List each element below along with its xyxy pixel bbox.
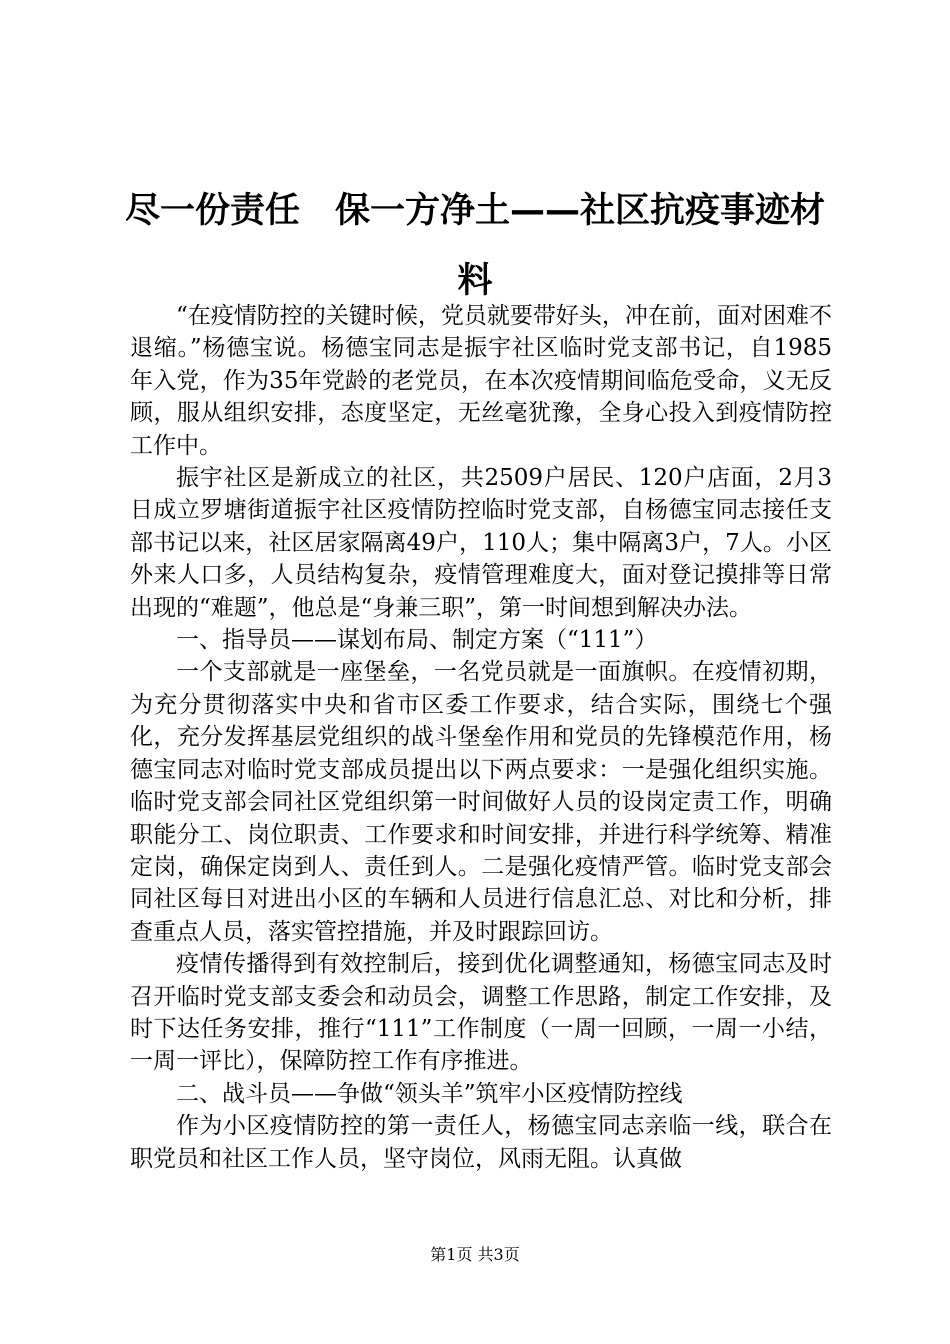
paragraph-community-overview: 振宇社区是新成立的社区，共2509户居民、120户店面，2月3日成立罗塘街道振宇社区疫情防控临时党支部，自杨德宝同志接任支部书记以来，社区居家隔离49户，110人；集中隔离3户，7人。小区外来人口多，人员结构复杂，疫情管理难度大，面对登记摸排等日常出现的“难题”，他总是“身兼三职”，第一时间想到解决办法。: [130, 465, 832, 621]
document-title: 尽一份责任 保一方净土——社区抗疫事迹材料: [124, 191, 825, 301]
section-heading-instructor: 一、指导员——谋划布局、制定方案（“111”）: [176, 627, 658, 654]
document-body: [130, 300, 832, 1175]
paragraph-111-system: 疫情传播得到有效控制后，接到优化调整通知，杨德宝同志及时召开临时党支部支委会和动员会，调整工作思路，制定工作安排，及时下达任务安排，推行“111”工作制度（一周一回顾，一周一小结，一周一评比），保障防控工作有序推进。: [130, 951, 832, 1075]
section-heading-fighter: 二、战斗员——争做“领头羊”筑牢小区疫情防控线: [176, 1080, 683, 1107]
paragraph-frontline: 作为小区疫情防控的第一责任人，杨德宝同志亲临一线，联合在职党员和社区工作人员，坚守岗位，风雨无阻。认真做: [130, 1113, 832, 1172]
paragraph-intro-quote: “在疫情防控的关键时候，党员就要带好头，冲在前，面对困难不退缩。”杨德宝说。杨德宝同志是振宇社区临时党支部书记，自1985年入党，作为35年党龄的老党员，在本次疫情期间临危受命，义无反顾，服从组织安排，态度坚定，无丝毫犹豫，全身心投入到疫情防控工作中。: [130, 303, 832, 459]
page-number-footer: 第1页 共3页: [430, 1245, 520, 1264]
paragraph-branch-fortress: 一个支部就是一座堡垒，一名党员就是一面旗帜。在疫情初期，为充分贯彻落实中央和省市区委工作要求，结合实际，围绕七个强化，充分发挥基层党组织的战斗堡垒作用和党员的先锋模范作用，杨德宝同志对临时党支部成员提出以下两点要求：一是强化组织实施。临时党支部会同社区党组织第一时间做好人员的设岗定责工作，明确职能分工、岗位职责、工作要求和时间安排，并进行科学统筹、精准定岗，确保定岗到人、责任到人。二是强化疫情严管。临时党支部会同社区每日对进出小区的车辆和人员进行信息汇总、对比和分析，排查重点人员，落实管控措施，并及时跟踪回访。: [130, 659, 832, 945]
